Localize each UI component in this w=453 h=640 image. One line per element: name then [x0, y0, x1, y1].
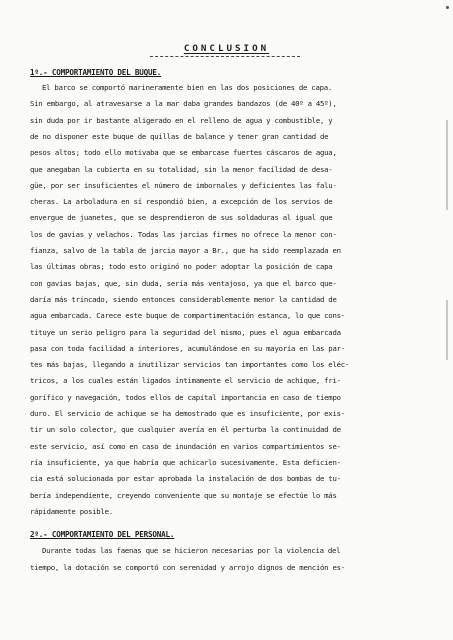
- text-line: tiempo, la dotación se comportó con serenidad y arrojo dignos de mención es-: [30, 563, 345, 572]
- scan-edge-mark: [446, 300, 448, 360]
- text-line: cia está solucionada por estar aprobada la instalación de dos bombas de tu-: [30, 474, 341, 484]
- text-line: los de gavias y velachos. Todas las jarcias firmes no ofrece la menor con-: [30, 229, 337, 239]
- text-line: El barco se comportó marineramente bien en las dos posiciones de capa.: [42, 83, 333, 92]
- text-line: con gavias bajas, que, sin duda, sería más ventajoso, ya que el barco que-: [30, 278, 337, 288]
- text-line: sin duda por ir bastante aligerado en el relleno de agua y combustible, y: [30, 115, 333, 125]
- section-heading-buque: 1º.- COMPORTAMIENTO DEL BUQUE.: [30, 68, 162, 77]
- text-line: Durante todas las faenas que se hicieron necesarias por la violencia del: [42, 546, 341, 555]
- text-line: daría más trincado, siendo entonces considerablemente menor la cantidad de: [30, 294, 337, 304]
- text-line: ría insuficiente, ya que habría que achicarlo sucesivamente. Esta deficien-: [30, 457, 341, 467]
- document-title: CONCLUSION: [183, 43, 270, 54]
- text-line: fianza, salvo de la tabla de jarcia mayor a Br., que ha sido reemplazada en: [30, 246, 341, 255]
- text-line: gorífico y navegación, todos ellos de capital importancia en caso de tiempo: [30, 392, 341, 402]
- text-line: Sin embargo, al atravesarse a la mar daba grandes bandazos (de 40º a 45º),: [30, 99, 337, 109]
- text-line: pasa con toda facilidad a interiores, acumulándose en su mayoría en las par-: [30, 343, 345, 353]
- text-line: agua embarcada. Carece este buque de compartimentación estanca, lo que cons-: [30, 311, 345, 321]
- text-line: tricos, a los cuales están ligados íntimamente el servicio de achique, fri-: [30, 376, 341, 386]
- section-heading-personal: 2º.- COMPORTAMIENTO DEL PERSONAL.: [30, 530, 175, 539]
- text-line: envergue de juanetes, que se desprendieron de sus soldaduras al igual que: [30, 213, 333, 223]
- text-line: güe, por ser insuficientes el número de imbornales y deficientes las falu-: [30, 180, 337, 190]
- text-line: las últimas obras; todo esto originó no poder adoptar la posición de capa: [30, 262, 333, 272]
- scan-corner-dot: [446, 6, 449, 9]
- text-line: duro. El servicio de achique se ha demostrado que es insuficiente, por exis-: [30, 409, 345, 418]
- text-line: este servicio, así como en caso de inundación en varios compartimientos se-: [30, 441, 341, 451]
- text-line: de no disponer este buque de quillas de balance y tener gran cantidad de: [30, 131, 329, 141]
- text-line: que anegaban la cubierta en su totalidad, sin la menor facilidad de desa-: [30, 164, 333, 174]
- text-line: tituye un serio peligro para la seguridad del mismo, pues el agua embarcada: [30, 327, 341, 337]
- text-line: pesos altos; todo ello motivaba que se embarcase fuertes cáscaros de agua,: [30, 148, 337, 158]
- text-line: rápidamente posible.: [30, 506, 113, 516]
- text-line: cheras. La arboladura en sí respondió bien, a excepción de los servios de: [30, 197, 333, 207]
- title-underline: [150, 56, 300, 57]
- text-line: tes más bajas, llegando a inutilizar servicios tan importantes como los eléc-: [30, 360, 350, 370]
- text-line: tir un solo colector, que cualquier avería en él perturba la continuidad de: [30, 425, 341, 435]
- text-line: bería independiente, creyendo conveniente que su montaje se efectúe lo más: [30, 490, 337, 500]
- scan-edge-mark: [446, 120, 448, 210]
